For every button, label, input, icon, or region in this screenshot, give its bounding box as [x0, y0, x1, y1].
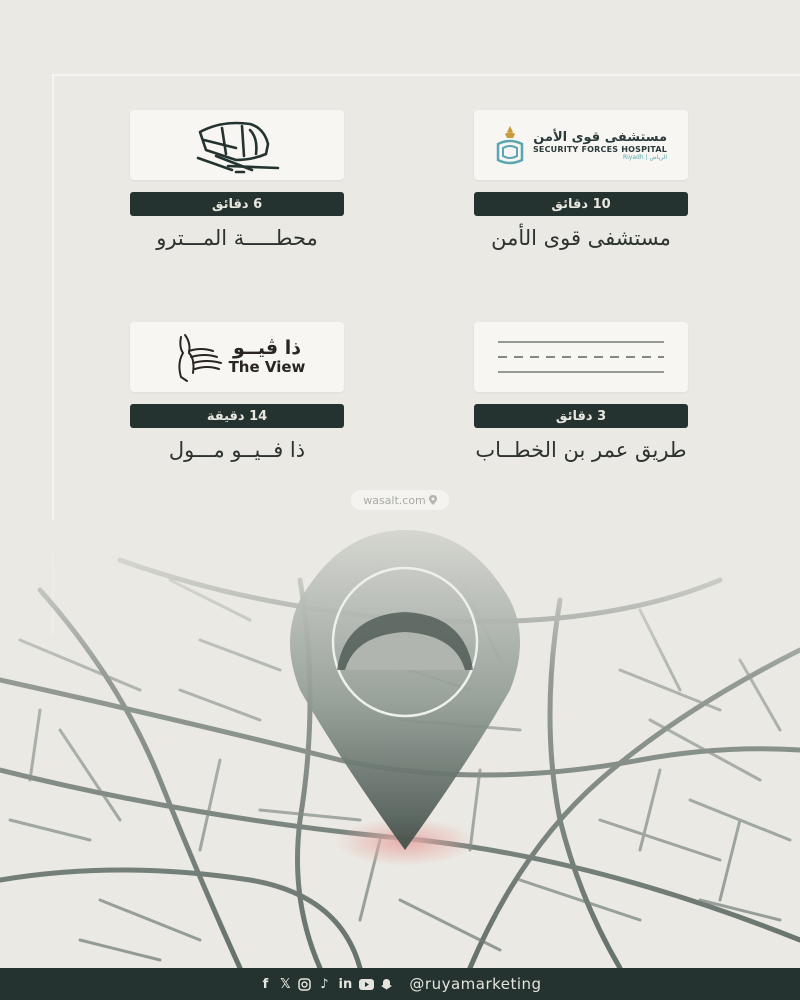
tiktok-icon[interactable]: ♪ [320, 976, 329, 992]
snapchat-icon[interactable] [380, 978, 393, 991]
hospital-emblem-icon [495, 124, 525, 166]
horse-head-icon [169, 329, 225, 385]
street-map [0, 520, 800, 968]
time-badge: 3 دقائق [474, 404, 688, 428]
footer-bar [0, 968, 800, 1000]
youtube-icon[interactable] [359, 979, 374, 990]
hospital-logo-box [474, 110, 688, 180]
location-pin-icon [429, 495, 437, 505]
hospital-logo-city: Riyadh | الرياض [622, 153, 668, 161]
card-road [474, 322, 688, 462]
place-name: محطـــــة المـــترو [156, 226, 318, 250]
x-icon[interactable]: 𝕏 [280, 976, 291, 992]
instagram-icon[interactable] [298, 978, 311, 991]
the-view-logo-english: The View [228, 358, 306, 376]
metro-logo-box [130, 110, 344, 180]
place-name: ذا فــيــو مـــول [168, 438, 306, 462]
card-metro [130, 110, 344, 250]
time-badge: 10 دقائق [474, 192, 688, 216]
hospital-logo-arabic: مستشفى قوى الأمن [533, 129, 668, 145]
time-badge: 14 دقيقة [130, 404, 344, 428]
the-view-logo [169, 329, 306, 385]
watermark [351, 490, 449, 510]
the-view-logo-box [130, 322, 344, 392]
linkedin-icon[interactable]: in [338, 976, 353, 992]
security-forces-hospital-logo [495, 124, 667, 166]
card-hospital [474, 110, 688, 250]
road-logo-box [474, 322, 688, 392]
social-handle[interactable]: @ruyamarketing [409, 975, 542, 993]
time-badge: 6 دقائق [130, 192, 344, 216]
the-view-logo-arabic: ذا ڤيــو [233, 337, 301, 359]
place-name: مستشفى قوى الأمن [491, 226, 671, 250]
metro-train-icon [192, 114, 282, 176]
road-lines-icon [486, 332, 676, 382]
place-name: طريق عمر بن الخطــاب [475, 438, 687, 462]
facebook-icon[interactable]: f [262, 976, 269, 992]
hospital-logo-english: SECURITY FORCES HOSPITAL [532, 144, 668, 154]
card-the-view [130, 322, 344, 462]
frame-line-top [52, 74, 800, 76]
watermark-text: wasalt.com [363, 493, 426, 507]
